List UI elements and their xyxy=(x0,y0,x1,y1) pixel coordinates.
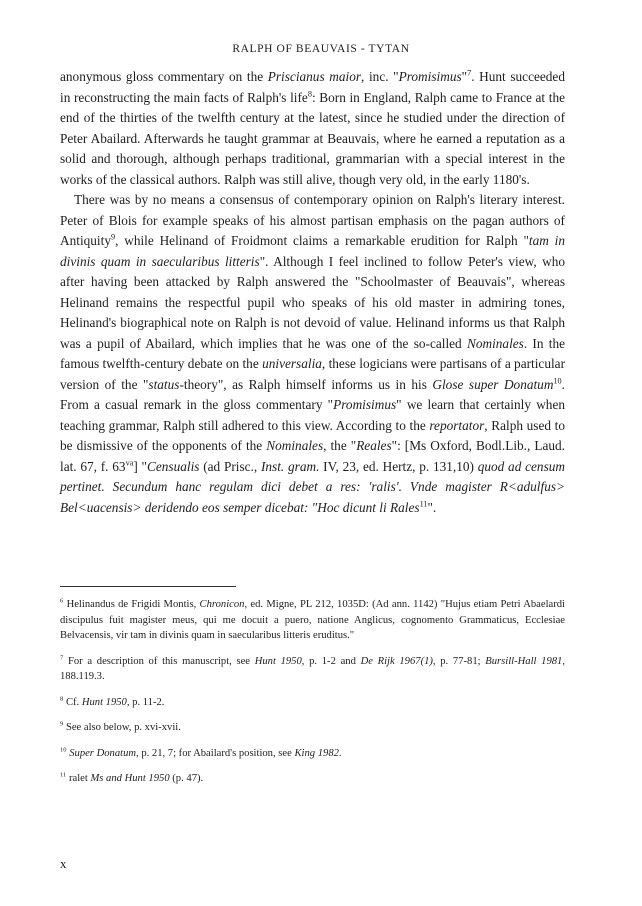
paragraph-text: ". xyxy=(427,499,437,515)
footnote-text: Helinandus de Frigidi Montis, xyxy=(66,599,200,610)
footnote-text: Cf. xyxy=(65,696,82,708)
paragraph-italic: quod ad censum pertinet. Secundum hanc regulam dici debet a res: 'ralis'. Vnde magister R<adulfus> Bel<uacensis> deridendo eos semper dicebat: "Hoc dicunt li Rales xyxy=(60,458,565,515)
footnote xyxy=(60,771,565,787)
footnote-text: ralet xyxy=(68,773,91,784)
footnotes xyxy=(60,597,565,787)
footnote-text: (p. 47). xyxy=(169,773,204,784)
paragraph-italic: Reales xyxy=(356,438,392,453)
footnote-text: For a description of this manuscript, see xyxy=(67,655,255,667)
footnote-text: , p. 21, 7; for Abailard's position, see xyxy=(136,747,295,759)
footnote-ref: 10 xyxy=(553,376,562,386)
footnote-italic: Hunt 1950 xyxy=(254,655,302,667)
footnote-italic: Bursill-Hall 1981 xyxy=(485,655,563,667)
paragraph-text: , these logicians were partisans of a particular version of the " xyxy=(60,356,565,392)
paragraph-text: ] " xyxy=(133,458,147,474)
footnote-ref: 11 xyxy=(419,499,428,509)
footnote-italic: De Rijk 1967(1) xyxy=(360,655,433,667)
footnote-ref: va xyxy=(125,458,134,468)
footnote-italic: Hunt 1950 xyxy=(81,696,127,708)
paragraph-text: . From a casual remark in the gloss commentary " xyxy=(60,376,565,412)
body-text xyxy=(60,67,565,518)
paragraph-italic: tam in divinis quam in saecularibus litteris xyxy=(60,233,565,269)
paragraph-italic: Censualis xyxy=(146,458,200,474)
paragraph-italic: Promisimus xyxy=(333,397,397,412)
paragraph-text: . In the famous twelfth-century debate on the xyxy=(60,335,566,371)
running-head: RALPH OF BEAUVAIS - TYTAN xyxy=(232,43,410,55)
paragraph-text: -theory", as Ralph himself informs us in his xyxy=(179,376,433,392)
footnote-text: . xyxy=(338,747,342,759)
footnote-italic: Chronicon xyxy=(199,599,245,610)
footnote-text: See also below, p. xvi-xvii. xyxy=(65,722,181,733)
paragraph-text: , the " xyxy=(323,438,357,453)
paragraph-text: . Hunt succeeded in reconstructing the main facts of Ralph's life xyxy=(60,69,565,105)
paragraph-italic: Glose super Donatum xyxy=(432,376,554,392)
footnote-number: 8 xyxy=(60,694,64,702)
footnote xyxy=(60,654,565,685)
paragraph xyxy=(60,67,565,190)
footnote-ref: 9 xyxy=(110,232,116,242)
paragraph-text: ": [Ms Oxford, Bodl.Lib., Laud. lat. 67, f. 63 xyxy=(60,438,565,474)
paragraph-text: IV, 23, ed. Hertz, p. 131,10) xyxy=(319,458,478,474)
paragraph-italic: Priscianus maior xyxy=(267,69,362,84)
paragraph-italic: Inst. gram. xyxy=(260,458,320,474)
footnote-italic: Super Donatum xyxy=(69,747,137,759)
paragraph-text: There was by no means a consensus of contemporary opinion on Ralph's literary interest. Peter of Blois for example speaks of his almost partisan emphasis on the pagan authors of Antiquity xyxy=(60,192,565,248)
paragraph-text: , inc. " xyxy=(361,69,399,84)
footnote-number: 11 xyxy=(60,771,67,779)
paragraph-italic: status xyxy=(148,376,180,392)
paragraph-text: ". Although I feel inclined to follow Peter's view, who after having been attacked by Ralph answered the "Schoolmaster of Beauvais", whereas Helinand remains the respectful pupil who speaks of his old master in admiring tones, Helinand's biographical note on Ralph is not devoid of value. Helinand informs us that Ralph was a pupil of Abailard, which implies that he was one of the so-called xyxy=(60,253,566,351)
footnote xyxy=(60,695,565,711)
paragraph-text: " xyxy=(461,69,468,84)
paragraph xyxy=(60,190,565,518)
footnote xyxy=(60,720,565,736)
paragraph-text: , while Helinand of Froidmont claims a remarkable erudition for Ralph " xyxy=(115,233,529,248)
footnote-number: 6 xyxy=(60,597,64,605)
paragraph-italic: Nominales xyxy=(266,438,324,453)
footnote-ref: 8 xyxy=(307,89,312,99)
paragraph-text: (ad Prisc., xyxy=(199,458,261,474)
paragraph-text: anonymous gloss commentary on the xyxy=(60,69,268,84)
footnote-text: , p. 11-2. xyxy=(126,696,165,708)
paragraph-italic: universalia xyxy=(262,356,322,371)
footnote-italic: King 1982 xyxy=(294,747,339,759)
footnote xyxy=(60,597,565,644)
page-number: x xyxy=(60,856,67,871)
footnote-text: , p. 1-2 and xyxy=(301,655,361,667)
footnote-number: 10 xyxy=(60,745,67,753)
footnote-ref: 7 xyxy=(467,68,472,78)
footnote-text: , p. 77-81; xyxy=(432,655,486,667)
paragraph-text: " we learn that certainly when teaching grammar, Ralph still adhered to this view. According to the xyxy=(60,397,565,433)
footnote xyxy=(60,746,565,762)
paragraph-italic: Promisimus xyxy=(398,69,462,84)
paragraph-text: , Ralph used to be dismissive of the opponents of the xyxy=(60,417,565,453)
footnote-text: , 188.119.3. xyxy=(60,655,566,682)
footnote-italic: Ms and Hunt 1950 xyxy=(90,773,170,784)
paragraph-italic: Nominales xyxy=(466,335,524,351)
footnote-text: , ed. Migne, PL 212, 1035D: (Ad ann. 1142) "Hujus etiam Petri Abaelardi discipulus fuit magister meus, qui me docuit a puero, natione Anglicus, cognomento Grammaticus, Ecclesiae Belvacensis, vir tam in divinis quam in saecularibus litteris eruditus." xyxy=(60,599,565,641)
paragraph-text: : Born in England, Ralph came to France at the end of the thirties of the twelfth century at the latest, since he studied under the direction of Peter Abailard. Afterwards he taught grammar at Beauvais, where he earned a reputation as a solid and thorough, although perhaps traditional, grammarian with a special interest in the works of the classical authors. Ralph was still alive, though very old, in the early 1180's. xyxy=(60,89,565,187)
footnote-number: 9 xyxy=(60,720,64,728)
footnote-rule xyxy=(60,586,236,587)
footnote-number: 7 xyxy=(60,653,64,661)
paragraph-italic: reportator xyxy=(429,417,485,433)
